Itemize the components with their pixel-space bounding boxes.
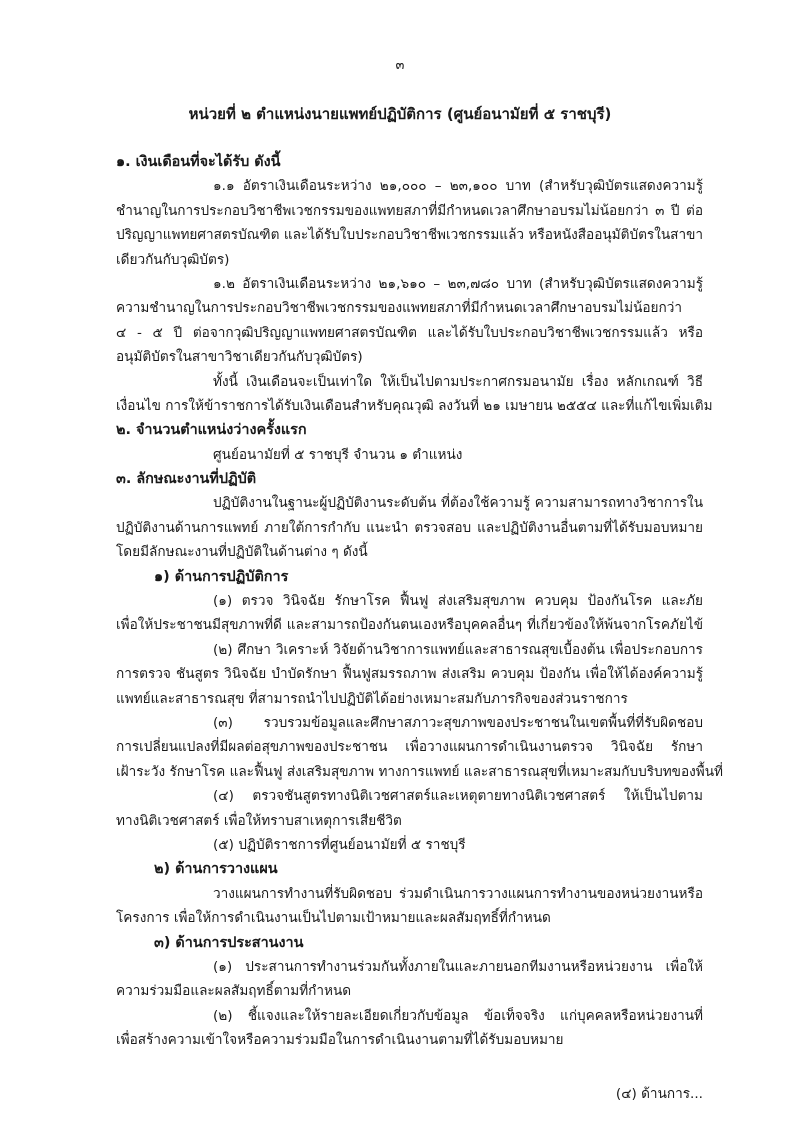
text-line: (๕) ปฏิบัติราชการที่ศูนย์อนามัยที่ ๕ ราชบุรี [213,836,466,853]
text-line: เฝ้าระวัง รักษาโรค และฟื้นฟู ส่งเสริมสุขภาพ ทางการแพทย์ และสาธารณสุขที่เหมาะสมกับบริบทของพื้นที่ [116,763,723,780]
text-line: (๔) ตรวจชันสูตรทางนิติเวชศาสตร์และเหตุตายทางนิติเวชศาสตร์ ให้เป็นไปตาม [213,788,703,805]
text-line: การตรวจ ชันสูตร วินิจฉัย บำบัดรักษา ฟื้นฟูสมรรถภาพ ส่งเสริม ควบคุม ป้องกัน เพื่อให้ได้องค์ความรู้ [116,666,703,683]
section-heading: ๓) ด้านการประสานงาน [154,934,304,951]
continuation-note: (๔) ด้านการ... [615,1086,703,1103]
document-body [116,150,723,1107]
text-line: แพทย์และสาธารณสุข ที่สามารถนำไปปฏิบัติได้อย่างเหมาะสมกับภารกิจของส่วนราชการ [116,690,628,707]
text-line: ปฏิบัติงานในฐานะผู้ปฏิบัติงานระดับต้น ที่ต้องใช้ความรู้ ความสามารถทางวิชาการใน [213,495,703,512]
section-heading: ๑) ด้านการปฏิบัติการ [154,568,289,585]
text-line: (๒) ศึกษา วิเคราะห์ วิจัยด้านวิชาการแพทย์และสาธารณสุขเบื้องต้น เพื่อประกอบการ [213,641,703,658]
text-line: อนุมัติบัตรในสาขาวิชาเดียวกันกับวุฒิบัตร) [116,349,363,366]
document-title: หน่วยที่ ๒ ตำแหน่งนายแพทย์ปฏิบัติการ (ศูนย์อนามัยที่ ๕ ราชบุรี) [188,105,612,123]
text-line: ศูนย์อนามัยที่ ๕ ราชบุรี จำนวน ๑ ตำแหน่ง [213,446,463,463]
text-line: (๑) ตรวจ วินิจฉัย รักษาโรค ฟื้นฟู ส่งเสริมสุขภาพ ควบคุม ป้องกันโรค และภัย [213,593,703,610]
text-line: ความชำนาญในการประกอบวิชาชีพเวชกรรมของแพทยสภาที่มีกำหนดเวลาศึกษาอบรมไม่น้อยกว่า [116,300,682,317]
text-line: ปฏิบัติงานด้านการแพทย์ ภายใต้การกำกับ แนะนำ ตรวจสอบ และปฏิบัติงานอื่นตามที่ได้รับมอบหมาย [116,519,703,536]
text-line: ทางนิติเวชศาสตร์ เพื่อให้ทราบสาเหตุการเสียชีวิต [116,812,402,829]
page-number: ๓ [395,58,405,73]
text-line: (๓) รวบรวมข้อมูลและศึกษาสภาวะสุขภาพของประชาชนในเขตพื้นที่ที่รับผิดชอบ [213,714,703,731]
text-line: เพื่อสร้างความเข้าใจหรือความร่วมมือในการดำเนินงานตามที่ได้รับมอบหมาย [116,1032,564,1049]
section-heading: ๓. ลักษณะงานที่ปฏิบัติ [116,471,257,488]
section-heading: ๒. จำนวนตำแหน่งว่างครั้งแรก [116,422,307,439]
text-line: ๔ - ๕ ปี ต่อจากวุฒิปริญญาแพทยศาสตรบัณฑิต และได้รับใบประกอบวิชาชีพเวชกรรมแล้ว หรือ [116,324,703,341]
section-heading: ๑. เงินเดือนที่จะได้รับ ดังนี้ [116,154,281,170]
text-line: เดียวกันกับวุฒิบัตร) [116,251,230,268]
text-line: ๑.๑ อัตราเงินเดือนระหว่าง ๒๑,๐๐๐ – ๒๓,๑๐๐ บาท (สำหรับวุฒิบัตรแสดงความรู้ [213,178,703,195]
text-line: ปริญญาแพทยศาสตรบัณฑิต และได้รับใบประกอบวิชาชีพเวชกรรมแล้ว หรือหนังสืออนุมัติบัตรในสาขา [116,227,703,244]
text-line: โดยมีลักษณะงานที่ปฏิบัติในด้านต่าง ๆ ดังนี้ [116,544,368,561]
text-line: วางแผนการทำงานที่รับผิดชอบ ร่วมดำเนินการวางแผนการทำงานของหน่วยงานหรือ [213,885,703,902]
text-line: ๑.๒ อัตราเงินเดือนระหว่าง ๒๑,๖๑๐ – ๒๓,๗๘๐ บาท (สำหรับวุฒิบัตรแสดงความรู้ [213,275,703,292]
text-line: โครงการ เพื่อให้การดำเนินงานเป็นไปตามเป้าหมายและผลสัมฤทธิ์ที่กำหนด [116,910,551,927]
text-line: เพื่อให้ประชาชนมีสุขภาพที่ดี และสามารถป้องกันตนเองหรือบุคคลอื่นๆ ที่เกี่ยวข้องให้พ้นจากโรคภัยไข้ [116,617,703,634]
section-heading: ๒) ด้านการวางแผน [154,861,278,878]
text-line: เงื่อนไข การให้ข้าราชการได้รับเงินเดือนสำหรับคุณวุฒิ ลงวันที่ ๒๑ เมษายน ๒๕๕๔ และที่แก้ไขเพิ่มเติม [116,397,713,414]
text-line: การเปลี่ยนแปลงที่มีผลต่อสุขภาพของประชาชน เพื่อวางแผนการดำเนินงานตรวจ วินิจฉัย รักษา [116,739,703,756]
text-line: ทั้งนี้ เงินเดือนจะเป็นเท่าใด ให้เป็นไปตามประกาศกรมอนามัย เรื่อง หลักเกณฑ์ วิธี [213,373,703,390]
text-line: ชำนาญในการประกอบวิชาชีพเวชกรรมของแพทยสภาที่มีกำหนดเวลาศึกษาอบรมไม่น้อยกว่า ๓ ปี ต่อ [116,202,703,219]
text-line: ความร่วมมือและผลสัมฤทธิ์ตามที่กำหนด [116,983,352,1000]
text-line: (๑) ประสานการทำงานร่วมกันทั้งภายในและภายนอกทีมงานหรือหน่วยงาน เพื่อให้ [213,958,703,975]
text-line: (๒) ชี้แจงและให้รายละเอียดเกี่ยวกับข้อมูล ข้อเท็จจริง แก่บุคคลหรือหน่วยงานที่ [213,1007,703,1024]
